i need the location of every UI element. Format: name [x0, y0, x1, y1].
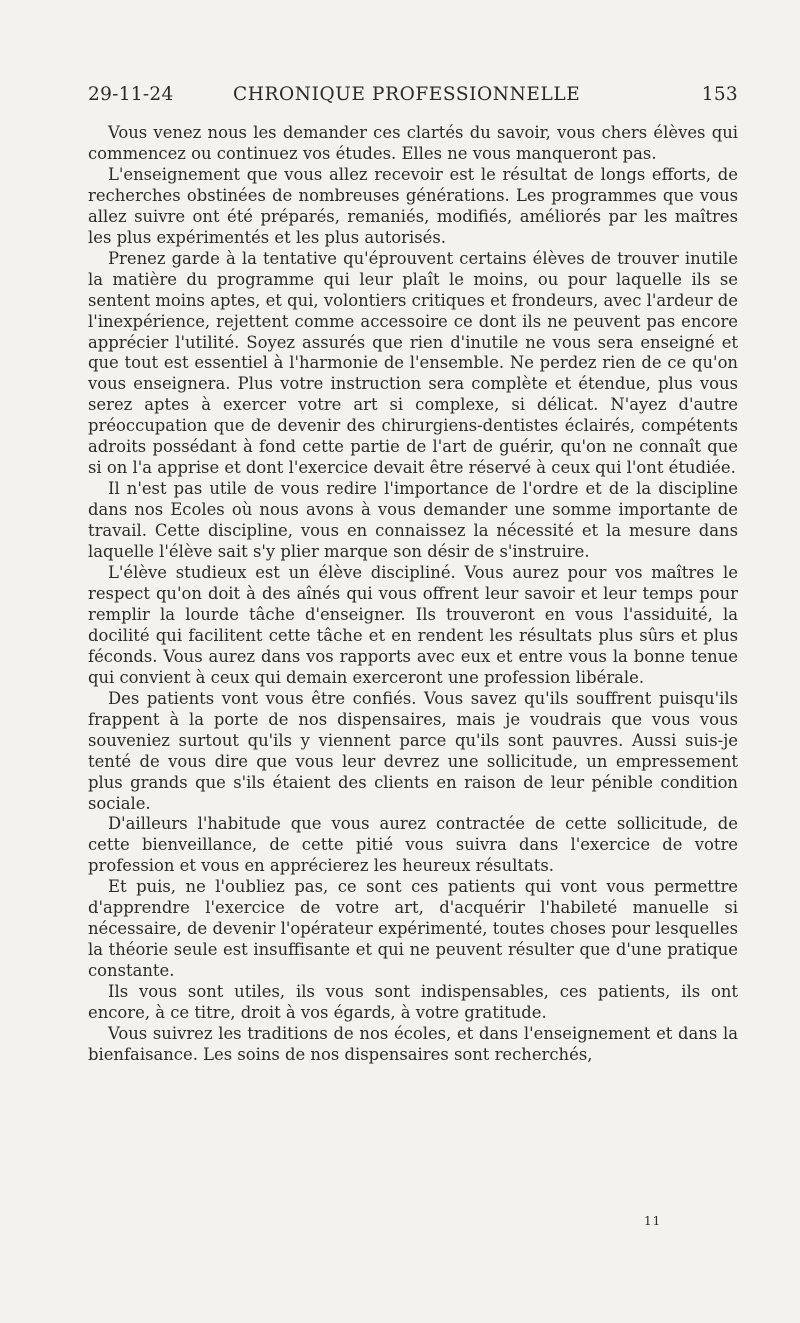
signature-mark: 11 — [644, 1214, 662, 1228]
paragraph: Vous suivrez les traditions de nos écoles, et dans l'enseignement et dans la bienfaisance. Les soins de nos dispensaires sont recherchés, — [88, 1023, 738, 1064]
paragraph: Vous venez nous les demander ces clartés du savoir, vous chers élèves qui commencez ou continuez vos études. Elles ne vous manqueront pas. — [88, 123, 738, 163]
paragraph: L'élève studieux est un élève discipliné. Vous aurez pour vos maîtres le respect qu'on doit à des aînés qui vous offrent leur savoir et leur temps pour remplir la lourde tâche d'enseigner. Ils trouveront en vous l'assiduité, la docilité qui facilitent cette tâche et en rendent les résultats plus sûrs et plus féconds. Vous aurez dans vos rapports avec eux et entre vous la bonne tenue qui convient à ceux qui demain exerceront une profession libérale. — [88, 563, 738, 687]
paragraph: Prenez garde à la tentative qu'éprouvent certains élèves de trouver inutile la matière du programme qui leur plaît le moins, ou pour laquelle ils se sentent moins aptes, et qui, volontiers critiques et frondeurs, avec l'ardeur de l'inexpérience, rejettent comme accessoire ce dont ils ne peuvent pas encore apprécier l'utilité. Soyez assurés que rien d'inutile ne vous sera enseigné et que tout est essentiel à l'harmonie de l'ensemble. Ne perdez rien de ce qu'on vous enseignera. Plus votre instruction sera complète et étendue, plus vous serez aptes à exercer votre art si complexe, si délicat. N'ayez d'autre préoccupation que de devenir des chirurgiens-dentistes éclairés, compétents adroits possédant à fond cette partie de l'art de guérir, qu'on ne connaît que si on l'a apprise et dont l'exercice devait être réservé à ceux qui l'ont étudiée. — [88, 248, 738, 478]
header-date: 29-11-24 — [88, 84, 174, 105]
page-number: 153 — [701, 84, 738, 105]
paragraph: Ils vous sont utiles, ils vous sont indispensables, ces patients, ils ont encore, à ce titre, droit à vos égards, à votre gratitude. — [88, 982, 738, 1023]
paragraph: Des patients vont vous être confiés. Vous savez qu'ils souffrent puisqu'ils frappent à la porte de nos dispensaires, mais je voudrais que vous vous souveniez surtout qu'ils y viennent parce qu'ils sont pauvres. Aussi suis-je tenté de vous dire que vous leur devrez une sollicitude, un empressement plus grands que s'ils étaient des clients en raison de leur pénible condition sociale. — [88, 688, 738, 813]
running-header — [88, 84, 738, 114]
paragraph: D'ailleurs l'habitude que vous aurez contractée de cette sollicitude, de cette bienveillance, de cette pitié vous suivra dans l'exercice de votre profession et vous en apprécierez les heureux résultats. — [88, 814, 738, 876]
article-body — [88, 123, 738, 1066]
paragraph: L'enseignement que vous allez recevoir est le résultat de longs efforts, de recherches obstinées de nombreuses générations. Les programmes que vous allez suivre ont été préparés, remaniés, modifiés, améliorés par les maîtres les plus expérimentés et les plus autorisés. — [88, 164, 738, 247]
paragraph: Il n'est pas utile de vous redire l'importance de l'ordre et de la discipline dans nos Ecoles où nous avons à vous demander une somme importante de travail. Cette discipline, vous en connaissez la nécessité et la mesure dans laquelle l'élève sait s'y plier marque son désir de s'instruire. — [88, 479, 738, 562]
header-title: CHRONIQUE PROFESSIONNELLE — [233, 84, 581, 105]
paragraph: Et puis, ne l'oubliez pas, ce sont ces patients qui vont vous permettre d'apprendre l'exercice de votre art, d'acquérir l'habileté manuelle si nécessaire, de devenir l'opérateur expérimenté, toutes choses pour lesquelles la théorie seule est insuffisante et qui ne peuvent résulter que d'une pratique constante. — [88, 877, 738, 981]
